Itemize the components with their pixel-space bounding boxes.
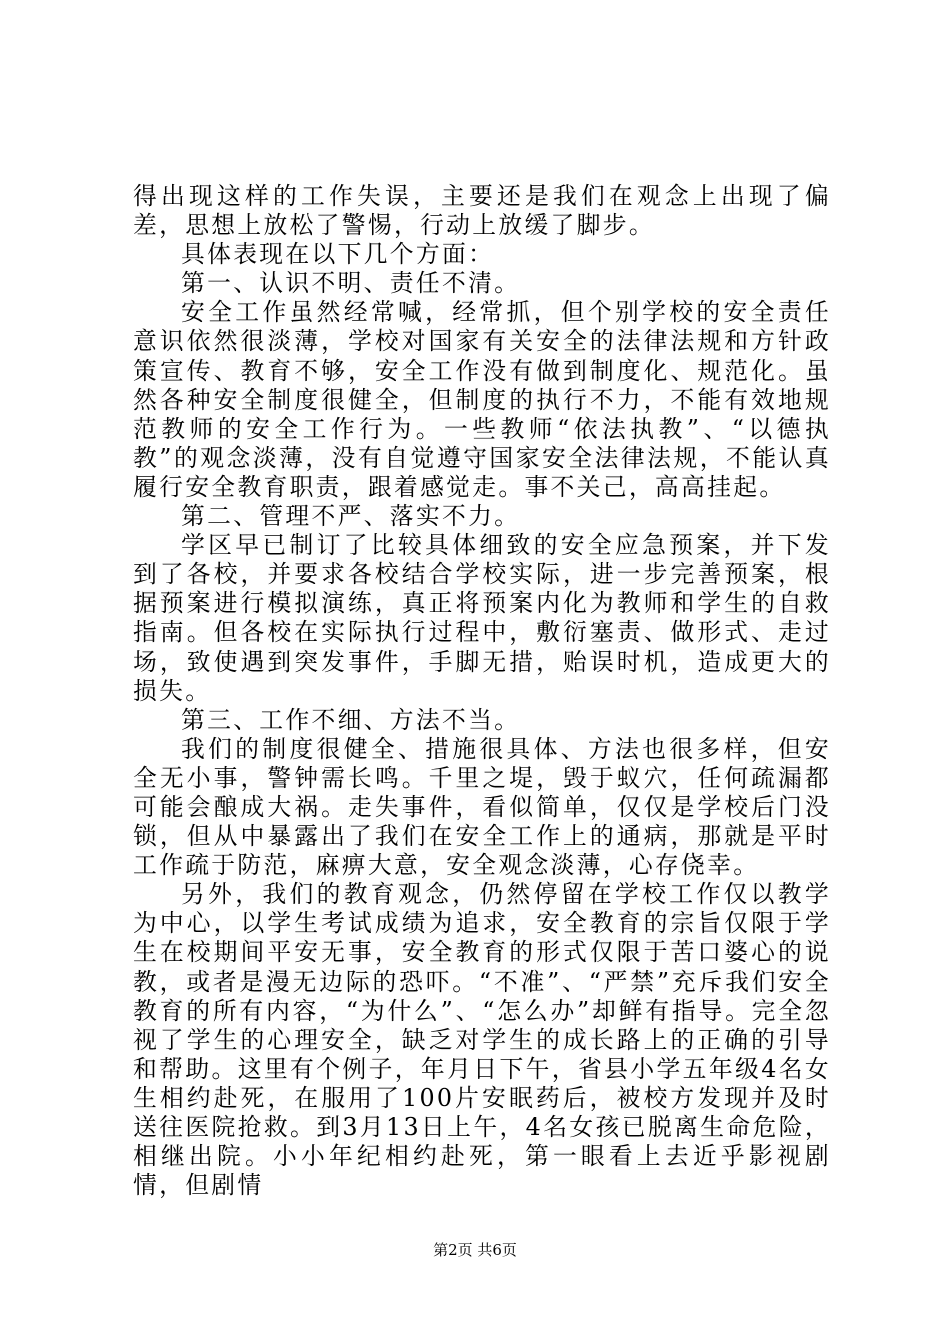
paragraph: 安全工作虽然经常喊，经常抓，但个别学校的安全责任意识依然很淡薄，学校对国家有关安全的法律法规和方针政策宣传、教育不够，安全工作没有做到制度化、规范化。虽然各种安全制度很健全，但制度的执行不力，不能有效地规范教师的安全工作行为。一些教师“依法执教”、“以德执教”的观念淡薄，没有自觉遵守国家安全法律法规，不能认真履行安全教育职责，跟着感觉走。事不关己，高高挂起。: [133, 298, 831, 501]
document-body: [133, 182, 831, 1200]
page-footer: [0, 1240, 950, 1260]
section-heading: 第二、管理不严、落实不力。: [181, 502, 521, 531]
section-heading: 第三、工作不细、方法不当。: [181, 705, 521, 734]
paragraph: 学区早已制订了比较具体细致的安全应急预案，并下发到了各校，并要求各校结合学校实际，进一步完善预案，根据预案进行模拟演练，真正将预案内化为教师和学生的自救指南。但各校在实际执行过程中，敷衍塞责、做形式、走过场，致使遇到突发事件，手脚无措，贻误时机，造成更大的损失。: [133, 531, 831, 705]
paragraph: 得出现这样的工作失误，主要还是我们在观念上出现了偏差，思想上放松了警惕，行动上放缓了脚步。: [133, 182, 831, 240]
paragraph: 具体表现在以下几个方面：: [181, 240, 495, 269]
section-heading: 第一、认识不明、责任不清。: [181, 269, 521, 298]
paragraph: 另外，我们的教育观念，仍然停留在学校工作仅以教学为中心，以学生考试成绩为追求，安全教育的宗旨仅限于学生在校期间平安无事，安全教育的形式仅限于苦口婆心的说教，或者是漫无边际的恐吓。“不准”、“严禁”充斥我们安全教育的所有内容，“为什么”、“怎么办”却鲜有指导。完全忽视了学生的心理安全，缺乏对学生的成长路上的正确的引导和帮助。这里有个例子，年月日下午，省县小学五年级4名女生相约赴死，在服用了100片安眠药后，被校方发现并及时送往医院抢救。到3月13日上午，4名女孩已脱离生命危险，相继出院。小小年纪相约赴死，第一眼看上去近乎影视剧情，但剧情: [133, 880, 831, 1200]
page-number: 第2页 共6页: [433, 1241, 517, 1259]
paragraph: 我们的制度很健全、措施很具体、方法也很多样，但安全无小事，警钟需长鸣。千里之堤，毁于蚁穴，任何疏漏都可能会酿成大祸。走失事件，看似简单，仅仅是学校后门没锁，但从中暴露出了我们在安全工作上的通病，那就是平时工作疏于防范，麻痹大意，安全观念淡薄，心存侥幸。: [133, 734, 831, 880]
